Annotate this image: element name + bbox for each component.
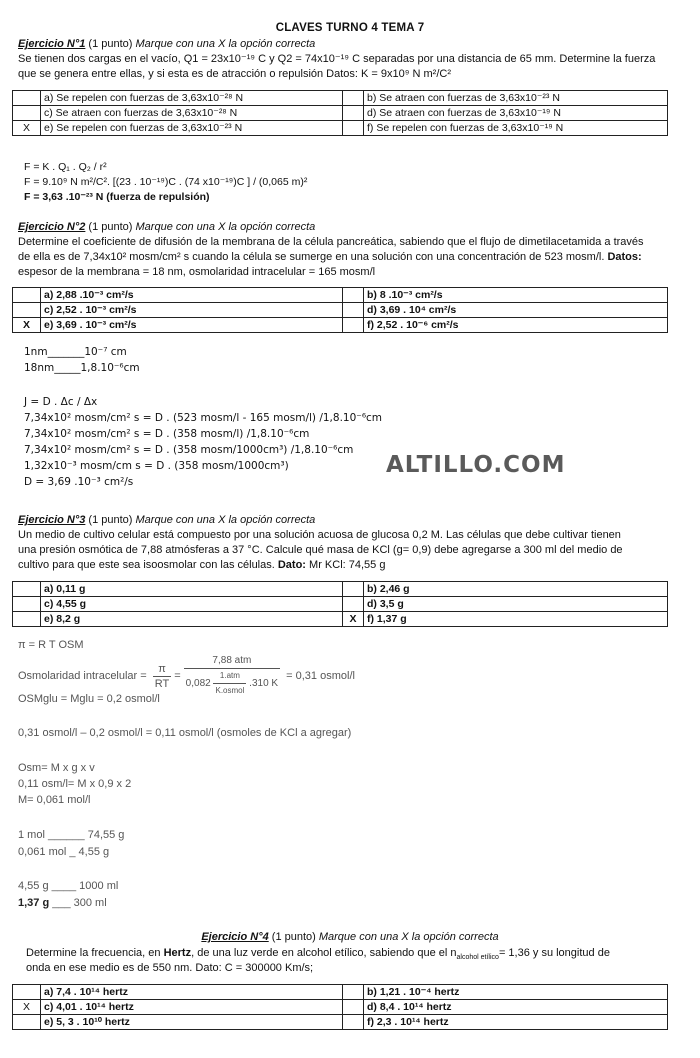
ex1-text-2: que se genera entre ellas, y si esta es de atracción o repulsión Datos: K = 9x10⁹ N m²/C²	[18, 68, 452, 80]
option-e: e) 5, 3 . 10¹⁰ hertz	[41, 1015, 343, 1030]
ex2-calc	[24, 394, 382, 490]
ex2-text-2	[18, 250, 686, 265]
ex3-line-5: Osm= M x g x v	[18, 762, 95, 774]
ex2-conversions	[24, 344, 140, 376]
ex4-points: (1 punto)	[268, 931, 319, 943]
option-mark[interactable]	[343, 303, 364, 318]
units-numerator: 1.atm	[213, 669, 246, 684]
ex2-points: (1 punto)	[85, 221, 136, 233]
temperature: .310 K	[246, 678, 279, 690]
ex3-text-3	[18, 558, 686, 573]
option-mark[interactable]	[343, 288, 364, 303]
ex2-text-3: espesor de la membrana = 18 nm, osmolaridad intracelular = 165 mosm/l	[18, 266, 376, 278]
osmolarity-label: Osmolaridad intracelular =	[18, 670, 150, 682]
r-value: 0,082	[185, 678, 214, 690]
option-mark[interactable]	[343, 318, 364, 333]
ex4-text-2: onda en ese medio es de 550 nm. Dato: C = 300000 Km/s;	[26, 962, 314, 974]
r-units	[213, 669, 246, 698]
ex3-heading: Ejercicio N°3	[18, 514, 86, 526]
ex1-instruction: Marque con una X la opción correcta	[135, 38, 316, 50]
option-c: c) 2,52 . 10⁻³ cm²/s	[41, 303, 343, 318]
option-mark[interactable]	[343, 106, 364, 121]
ex1-points: (1 punto)	[85, 38, 136, 50]
option-b: b) 1,21 . 10⁻⁴ hertz	[364, 985, 668, 1000]
table-row	[13, 303, 668, 318]
ex3-line-7: M= 0,061 mol/l	[18, 794, 91, 806]
ex3-dato-label: Dato:	[277, 559, 306, 571]
calc-line: 18nm_____1,8.10⁻⁶cm	[24, 362, 140, 374]
watermark: ALTILLO.COM	[386, 452, 566, 478]
ex3-points: (1 punto)	[85, 514, 136, 526]
option-e: e) 8,2 g	[41, 612, 343, 627]
ex3-line-9: 0,061 mol _ 4,55 g	[18, 846, 110, 858]
option-mark[interactable]: X	[13, 121, 41, 136]
fraction-denominator	[184, 669, 280, 698]
ex3-text-3a: cultivo para que este sea isoosmolar con las células.	[18, 559, 278, 571]
option-mark[interactable]	[13, 106, 41, 121]
table-row	[13, 612, 668, 627]
ex1-text-1: Se tienen dos cargas en el vacío, Q1 = 23x10⁻¹⁹ C y Q2 = 74x10⁻¹⁹ C separadas por una distancia de 65 mm. Determine la fuerza	[18, 53, 656, 65]
option-mark[interactable]	[343, 597, 364, 612]
table-row	[13, 1000, 668, 1015]
option-c: c) Se atraen con fuerzas de 3,63x10⁻²⁸ N	[41, 106, 343, 121]
ex4-options-table	[12, 984, 668, 1030]
option-b: b) Se atraen con fuerzas de 3,63x10⁻²³ N	[364, 91, 668, 106]
option-d: d) 3,69 . 10⁴ cm²/s	[364, 303, 668, 318]
ex4-text-1c: , de una luz verde en alcohol etílico, sabiendo que el n	[191, 947, 457, 959]
calc-line: J = D . Δc / Δx	[24, 396, 98, 408]
option-mark[interactable]: X	[343, 612, 364, 627]
option-mark[interactable]	[343, 985, 364, 1000]
option-f: f) 2,3 . 10¹⁴ hertz	[364, 1015, 668, 1030]
ex4-hertz: Hertz	[163, 947, 192, 959]
option-c: c) 4,01 . 10¹⁴ hertz	[41, 1000, 343, 1015]
ex3-line-8: 1 mol ______ 74,55 g	[18, 829, 125, 841]
ex3-instruction: Marque con una X la opción correcta	[135, 514, 316, 526]
fraction-denominator: RT	[154, 677, 170, 690]
ex3-text-3c: Mr KCl: 74,55 g	[305, 559, 386, 571]
option-b: b) 8 .10⁻³ cm²/s	[364, 288, 668, 303]
ex3-line-3: OSMglu = Mglu = 0,2 osmol/l	[18, 693, 160, 705]
option-d: d) 8,4 . 10¹⁴ hertz	[364, 1000, 668, 1015]
fraction-numerator: π	[153, 662, 171, 677]
ex3-text-2: una presión osmótica de 7,88 atmósferas a 37 °C. Calcule qué masa de KCl (g= 0,9) debe agregarse a 300 ml del medio de	[18, 544, 623, 556]
ex1-options-table	[12, 90, 668, 136]
option-mark[interactable]	[13, 288, 41, 303]
option-c: c) 4,55 g	[41, 597, 343, 612]
ex3-line-10: 4,55 g ____ 1000 ml	[18, 880, 119, 892]
option-mark[interactable]	[343, 121, 364, 136]
fraction-numerator: 7,88 atm	[184, 654, 280, 669]
page-title: CLAVES TURNO 4 TEMA 7	[275, 22, 425, 34]
calc-line: 7,34x10² mosm/cm² s = D . (358 mosm/1000cm³) /1,8.10⁻⁶cm	[24, 444, 354, 456]
answer-mass: 1,37 g	[18, 897, 50, 909]
ex3-heading-line	[18, 513, 686, 528]
ex2-datos-label: Datos:	[607, 251, 642, 263]
table-row	[13, 106, 668, 121]
ex3-line-1: π = R T OSM	[18, 639, 84, 651]
ex4-heading: Ejercicio N°4	[201, 931, 269, 943]
option-mark[interactable]	[13, 1015, 41, 1030]
calc-line: F = 9.10⁹ N m²/C². [(23 . 10⁻¹⁹)C . (74 x10⁻¹⁹)C ] / (0,065 m)²	[24, 176, 308, 188]
ex2-options-table	[12, 287, 668, 333]
ex2-heading: Ejercicio N°2	[18, 221, 86, 233]
calc-line: 7,34x10² mosm/cm² s = D . (523 mosm/l - 165 mosm/l) /1,8.10⁻⁶cm	[24, 412, 383, 424]
ex2-text-2a: de ella es de 7,34x10² mosm/cm² s cuando la célula se sumerge en una solución con una concentración de 523 mosm/l.	[18, 251, 608, 263]
calc-line: 1,32x10⁻³ mosm/cm s = D . (358 mosm/1000cm³)	[24, 460, 289, 472]
ex4-instruction: Marque con una X la opción correcta	[318, 931, 499, 943]
table-row	[13, 288, 668, 303]
table-row	[13, 1015, 668, 1030]
table-row	[13, 91, 668, 106]
ex1-calc	[24, 160, 307, 205]
ex3-text-1: Un medio de cultivo celular está compuesto por una solución acuosa de glucosa 0,2 M. Las células que debe cultivar tienen	[18, 529, 621, 541]
option-e: e) 3,69 . 10⁻³ cm²/s	[41, 318, 343, 333]
option-mark[interactable]	[13, 91, 41, 106]
ex2-text-1: Determine el coeficiente de difusión de la membrana de la célula pancreática, sabiendo que el flujo de dimetilacetamida a través	[18, 236, 644, 248]
table-row	[13, 597, 668, 612]
ex1-heading-line	[18, 37, 686, 52]
option-mark[interactable]: X	[13, 1000, 41, 1015]
option-f: f) 1,37 g	[364, 612, 668, 627]
ex2-instruction: Marque con una X la opción correcta	[135, 221, 316, 233]
option-mark[interactable]	[13, 597, 41, 612]
option-mark[interactable]	[13, 985, 41, 1000]
option-mark[interactable]	[13, 612, 41, 627]
calc-line: D = 3,69 .10⁻³ cm²/s	[24, 476, 134, 488]
ex1-heading: Ejercicio N°1	[18, 38, 86, 50]
ex3-line-6: 0,11 osm/l= M x 0,9 x 2	[18, 778, 132, 790]
option-mark[interactable]	[343, 1000, 364, 1015]
option-mark[interactable]: X	[13, 318, 41, 333]
table-row	[13, 121, 668, 136]
option-d: d) 3,5 g	[364, 597, 668, 612]
option-d: d) Se atraen con fuerzas de 3,63x10⁻¹⁹ N	[364, 106, 668, 121]
option-b: b) 2,46 g	[364, 582, 668, 597]
table-row	[13, 318, 668, 333]
option-e: e) Se repelen con fuerzas de 3,63x10⁻²³ N	[41, 121, 343, 136]
calc-line: F = K . Q₁ . Q₂ / r²	[24, 161, 107, 173]
option-mark[interactable]	[343, 582, 364, 597]
table-row	[13, 985, 668, 1000]
ex3-options-table	[12, 581, 668, 627]
ex4-text-1e: = 1,36 y su longitud de	[498, 947, 610, 959]
option-a: a) 0,11 g	[41, 582, 343, 597]
calc-line: 7,34x10² mosm/cm² s = D . (358 mosm/l) /1,8.10⁻⁶cm	[24, 428, 310, 440]
ex4-text-1a: Determine la frecuencia, en	[26, 947, 164, 959]
ex4-subscript: alcohol etílico	[456, 954, 499, 962]
calc-line: F = 3,63 .10⁻²³ N (fuerza de repulsión)	[24, 191, 210, 203]
ex3-line-4: 0,31 osmol/l – 0,2 osmol/l = 0,11 osmol/l (osmoles de KCl a agregar)	[18, 727, 352, 739]
ex3-line-11	[18, 896, 107, 910]
calc-line: 1nm_______10⁻⁷ cm	[24, 346, 127, 358]
option-a: a) 7,4 . 10¹⁴ hertz	[41, 985, 343, 1000]
units-denominator: K.osmol	[215, 686, 245, 695]
osmolarity-result: = 0,31 osmol/l	[283, 670, 355, 682]
ex4-heading-line	[0, 930, 700, 945]
option-a: a) Se repelen con fuerzas de 3,63x10⁻²⁸ N	[41, 91, 343, 106]
option-mark[interactable]	[13, 582, 41, 597]
fraction-pi-rt	[153, 662, 171, 691]
option-mark[interactable]	[13, 303, 41, 318]
answer-volume: ___ 300 ml	[49, 897, 107, 909]
ex2-heading-line	[18, 220, 686, 235]
ex3-osmolarity-line: Osmolaridad intracelular = $\frac{\pi}{RT}$ = 7,88 atm 0,082 $\frac{\text{1.atm}}{\text{K.osmol}}$ .310 K = 0,31 osmol/l	[18, 654, 355, 698]
table-row	[13, 582, 668, 597]
option-f: f) 2,52 . 10⁻⁶ cm²/s	[364, 318, 668, 333]
fraction-values	[184, 654, 280, 698]
option-f: f) Se repelen con fuerzas de 3,63x10⁻¹⁹ N	[364, 121, 668, 136]
option-mark[interactable]	[343, 1015, 364, 1030]
option-a: a) 2,88 .10⁻³ cm²/s	[41, 288, 343, 303]
option-mark[interactable]	[343, 91, 364, 106]
